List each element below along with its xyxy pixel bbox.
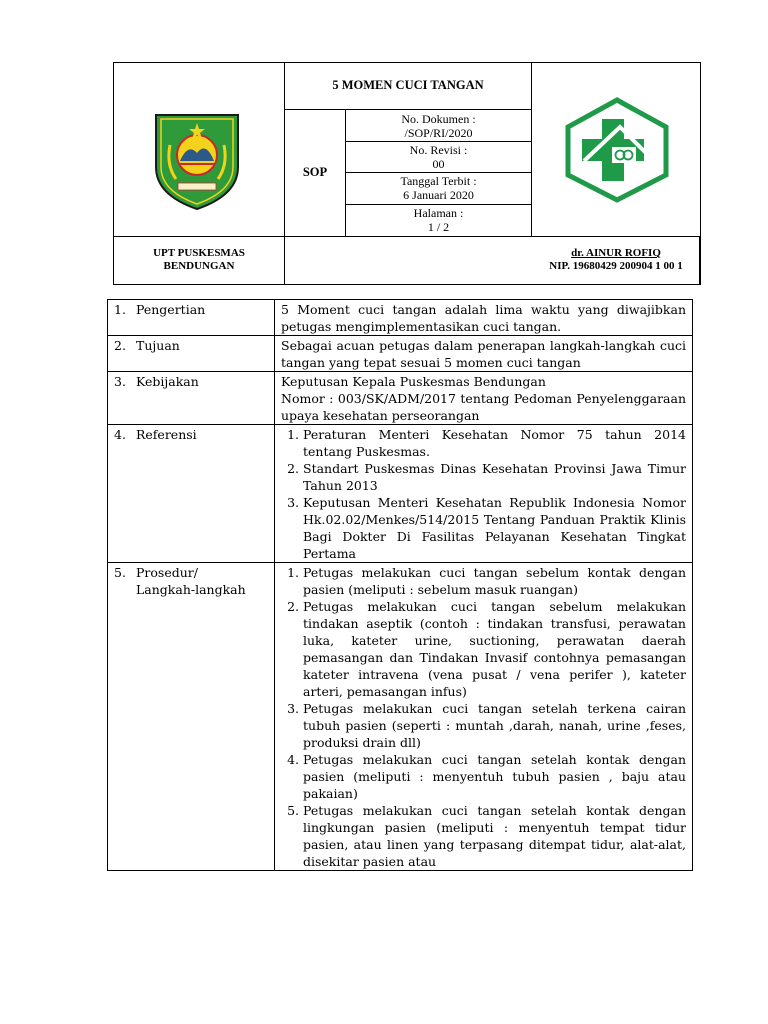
table-row xyxy=(108,425,693,563)
list-item: 3. Keputusan Menteri Kesehatan Republik Indonesia Nomor Hk.02.02/Menkes/514/2015 Tentang Panduan Praktik Klinis Bagi Dokter Di Fasilitas Pelayanan Kesehatan Tingkat Pertama xyxy=(303,494,686,562)
sop-content-table xyxy=(107,299,693,871)
section-content-cell: Sebagai acuan petugas dalam penerapan langkah-langkah cuci tangan yang tepat sesuai 5 momen cuci tangan xyxy=(275,336,693,372)
section-label: Tujuan xyxy=(136,338,180,353)
section-label-line-2: Langkah-langkah xyxy=(136,582,246,597)
signer-name: dr. AINUR ROFIQ xyxy=(571,247,661,259)
policy-line-1: Keputusan Kepala Puskesmas Bendungan xyxy=(281,374,546,389)
table-row xyxy=(108,336,693,372)
issue-date-label: Tanggal Terbit : xyxy=(400,174,477,188)
section-number: 3. xyxy=(114,374,126,389)
list-item: 3. Petugas melakukan cuci tangan setelah terkena cairan tubuh pasien (seperti : muntah ,darah, nanah, urine ,feses, produksi drain dll) xyxy=(303,700,686,751)
regency-emblem-icon xyxy=(152,109,242,213)
procedure-list xyxy=(281,564,686,870)
section-content-cell xyxy=(275,563,693,871)
table-row xyxy=(108,300,693,336)
section-label-cell xyxy=(108,336,275,372)
organization-line-2: BENDUNGAN xyxy=(163,260,235,272)
issue-date-value: 6 Januari 2020 xyxy=(403,188,474,202)
list-item: 1. Peraturan Menteri Kesehatan Nomor 75 tahun 2014 tentang Puskesmas. xyxy=(303,426,686,460)
revision-value: 00 xyxy=(432,157,445,171)
section-content-cell xyxy=(275,372,693,425)
section-number: 5. xyxy=(114,565,126,580)
policy-line-2: Nomor : 003/SK/ADM/2017 tentang Pedoman Penyelenggaraan upaya kesehatan perseorangan xyxy=(281,391,686,423)
organization-line-1: UPT PUSKESMAS xyxy=(153,247,245,259)
section-content-cell xyxy=(275,425,693,563)
list-item: 2. Standart Puskesmas Dinas Kesehatan Provinsi Jawa Timur Tahun 2013 xyxy=(303,460,686,494)
section-label-cell xyxy=(108,563,275,871)
list-item: 5. Petugas melakukan cuci tangan setelah kontak dengan lingkungan pasien (meliputi : menyentuh tempat tidur pasien, atau linen yang terpasang ditempat tidur, alat-alat, disekitar pasien atau xyxy=(303,802,686,870)
section-label: Pengertian xyxy=(136,302,206,317)
section-label: Kebijakan xyxy=(136,374,199,389)
section-number: 4. xyxy=(114,427,126,442)
section-label xyxy=(136,564,246,598)
signer-nip: NIP. 19680429 200904 1 00 1 xyxy=(549,260,683,272)
section-number: 2. xyxy=(114,338,126,353)
list-item: 4. Petugas melakukan cuci tangan setelah kontak dengan pasien (meliputi : menyentuh tubuh pasien , baju atau pakaian) xyxy=(303,751,686,802)
section-content-cell: 5 Moment cuci tangan adalah lima waktu yang diwajibkan petugas mengimplementasikan cuci tangan. xyxy=(275,300,693,336)
table-row xyxy=(108,563,693,871)
section-label-cell xyxy=(108,372,275,425)
puskesmas-logo-icon xyxy=(562,97,672,203)
table-row xyxy=(108,372,693,425)
section-number: 1. xyxy=(114,302,126,317)
revision-label: No. Revisi : xyxy=(409,143,468,157)
section-label: Referensi xyxy=(136,427,197,442)
document-header xyxy=(113,62,701,285)
sop-label: SOP xyxy=(302,165,328,179)
page-value: 1 / 2 xyxy=(427,220,450,234)
doc-number-label: No. Dokumen : xyxy=(401,112,476,126)
page-label: Halaman : xyxy=(413,206,464,220)
organization-name xyxy=(114,247,284,273)
document-title: 5 MOMEN CUCI TANGAN xyxy=(332,78,484,92)
doc-number-value: /SOP/RI/2020 xyxy=(404,126,473,140)
section-label-cell xyxy=(108,300,275,336)
list-item: 2. Petugas melakukan cuci tangan sebelum melakukan tindakan aseptik (contoh : tindakan transfusi, perawatan luka, kateter urine, suctioning, perawatan daerah pemasangan dan Tindakan Invasif contohnya pemasangan kateter intravena (vena pusat / vena perifer ), kateter arteri, pemasangan infus) xyxy=(303,598,686,700)
list-item: 1. Petugas melakukan cuci tangan sebelum kontak dengan pasien (meliputi : sebelum masuk ruangan) xyxy=(303,564,686,598)
section-label-cell xyxy=(108,425,275,563)
signer-block xyxy=(532,247,700,273)
section-label-line-1: Prosedur/ xyxy=(136,565,198,580)
reference-list xyxy=(281,426,686,562)
